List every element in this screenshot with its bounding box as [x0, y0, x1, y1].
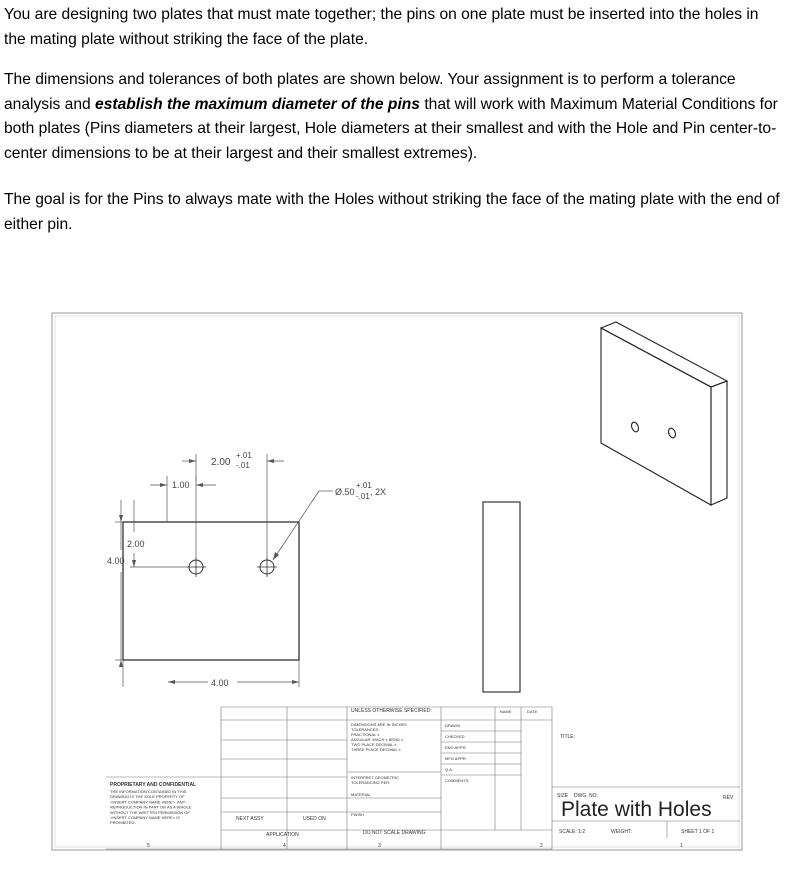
unless-specified-label: UNLESS OTHERWISE SPECIFIED:: [351, 708, 432, 714]
zone-number: 4: [283, 843, 286, 849]
tolerance-line: THREE PLACE DECIMAL ±: [351, 747, 401, 752]
dim-hole-dia-arrow: [273, 552, 279, 560]
dim-plate-width-value: 4.00: [211, 678, 229, 688]
tolerance-line: TWO PLACE DECIMAL ±: [351, 742, 397, 747]
dim-height-arrow-bottom: [119, 660, 123, 667]
weight-label: WEIGHT:: [611, 829, 632, 835]
dim-width-arrow-right: [292, 680, 299, 684]
proprietary-notice: [110, 789, 192, 825]
dim-half-arrow: [132, 560, 136, 567]
interpret-line: TOLERANCING PER:: [351, 780, 391, 785]
title-label: TITLE:: [560, 734, 576, 740]
intro-p2-end: that will work with Maximum Material Conditions for both plates (Pins diameters at their largest, Hole diameters at their smallest and with the Hole and Pin center-to-center dimensions to be at their largest and their smallest extremes).: [4, 95, 778, 162]
proprietary-line: PROHIBITED.: [110, 820, 136, 826]
dim-height-arrow-top: [119, 515, 123, 522]
plate-side-view: [483, 502, 520, 692]
interpret-notes: [351, 775, 399, 785]
date-header: DATE: [527, 709, 538, 714]
used-on-label: USED ON: [303, 816, 326, 822]
proprietary-line: DRAWING IS THE SOLE PROPERTY OF: [110, 794, 185, 800]
proprietary-line: <INSERT COMPANY NAME HERE> IS: [110, 815, 180, 820]
rev-label: REV: [723, 795, 734, 801]
size-label: SIZE: [557, 793, 569, 799]
approval-row-label: Q.A.: [445, 767, 454, 772]
approval-row-label: ENG APPR.: [445, 745, 467, 750]
drawing-inner-border: [55, 316, 739, 847]
intro-p2-emphasis: establish the maximum diameter of the pins: [95, 95, 420, 113]
proprietary-line: REPRODUCTION IN PART OR AS A WHOLE: [110, 804, 192, 810]
plate-front-view: [123, 522, 299, 660]
dim-hole-spacing-value: 2.00: [211, 457, 231, 468]
approval-row-label: MFG APPR.: [445, 756, 467, 761]
dim-hole-spacing-tol-minus: -.01: [236, 461, 250, 470]
next-assy-label: NEXT ASSY: [236, 816, 264, 822]
intro-paragraph-3: The goal is for the Pins to always mate with the Holes without striking the face of the mating plate with the end of either pin.: [4, 191, 780, 233]
dim-width-arrow-left: [168, 680, 175, 684]
approval-row-label: COMMENTS:: [445, 778, 470, 783]
dim-hole-spacing-lines: [182, 454, 284, 560]
tolerance-line: ANGULAR: MACH ± BEND ±: [351, 737, 404, 742]
tolerance-line: FRACTIONAL ±: [351, 732, 380, 737]
dim-vertical-lines: [115, 500, 186, 660]
tolerance-line: TOLERANCES:: [351, 727, 380, 732]
dim-edge-arrow-right: [196, 483, 203, 487]
scale-label: SCALE: 1:2: [559, 829, 586, 835]
interpret-line: INTERPRET GEOMETRIC: [351, 775, 399, 780]
application-label: APPLICATION: [266, 832, 299, 838]
dim-hole-spacing-tol-plus: +.01: [236, 451, 252, 460]
sheet-label: SHEET 1 OF 1: [681, 829, 715, 835]
zone-number: 5: [147, 843, 150, 849]
proprietary-line: THE INFORMATION CONTAINED IN THIS: [110, 789, 187, 794]
dim-half-height-value: 2.00: [127, 539, 145, 549]
drawing-border: [52, 313, 742, 850]
dim-hole-spacing-arrow-right: [267, 459, 274, 463]
name-header: NAME: [500, 709, 512, 714]
plate-isometric-view: [601, 322, 727, 505]
zone-number: 1: [680, 843, 683, 849]
dim-edge-to-hole-value: 1.00: [172, 480, 190, 490]
proprietary-line: WITHOUT THE WRITTEN PERMISSION OF: [110, 809, 190, 815]
intro-p2-start: The dimensions and tolerances of both plates are shown below. Your assignment is to perform a tolerance analysis and: [4, 71, 736, 113]
dim-plate-height-value: 4.00: [107, 556, 125, 566]
dim-hole-dia-value: Ø.50: [335, 487, 355, 497]
approval-row-label: CHECKED: [445, 734, 465, 739]
do-not-scale-label: DO NOT SCALE DRAWING: [363, 830, 426, 836]
material-label: MATERIAL: [351, 792, 371, 797]
zone-numbers: [147, 843, 683, 849]
tolerance-notes: [351, 722, 407, 752]
dim-hole-count: , 2X: [370, 487, 387, 497]
proprietary-line: <INSERT COMPANY NAME HERE>. ANY: [110, 799, 186, 805]
proprietary-title: PROPRIETARY AND CONFIDENTIAL: [110, 782, 197, 788]
approval-row-label: DRAWN: [445, 723, 460, 728]
dim-hole-dia-leader: [273, 491, 319, 560]
dim-hole-dia-tol-plus: +.01: [356, 481, 372, 490]
dwg-no-label: DWG. NO.: [574, 793, 598, 799]
drawing-title: Plate with Holes: [561, 798, 712, 821]
finish-label: FINISH: [351, 812, 365, 817]
dim-edge-arrow-left: [160, 483, 167, 487]
tolerance-line: DIMENSIONS ARE IN INCHES: [351, 722, 407, 727]
dim-hole-spacing-arrow-left: [189, 459, 196, 463]
dim-hole-dia-tol-minus: -.01: [356, 492, 370, 501]
zone-number: 3: [378, 843, 381, 849]
zone-number: 2: [540, 843, 543, 849]
title-block-grid: [106, 707, 740, 849]
intro-paragraph-1: You are designing two plates that must mate together; the pins on one plate must be inserted into the holes in the mating plate without striking the face of the plate.: [4, 6, 759, 48]
